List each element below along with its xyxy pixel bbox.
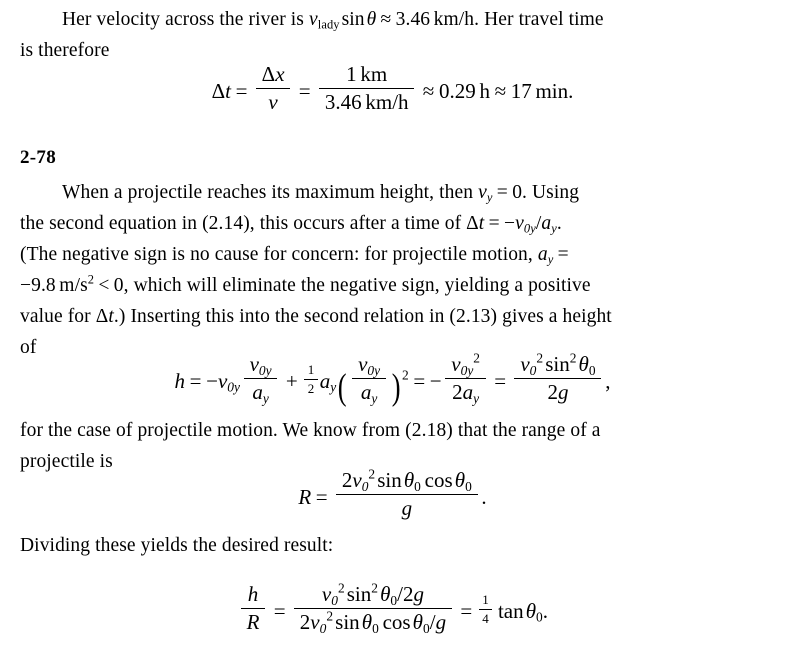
minutes-value: 17 <box>510 78 532 103</box>
fraction-ratio-big <box>294 582 452 635</box>
ratio-trailing-period: . <box>542 598 548 623</box>
range-line1: for the case of projectile motion. We know from (2.18) that the range of a <box>20 420 601 441</box>
gravity-minus: − <box>20 275 32 296</box>
ratio-num-v-sub: 0 <box>331 592 338 608</box>
speed-unit: km/h. <box>433 9 480 30</box>
close-paren: ) <box>391 365 401 407</box>
ratio-R: R <box>246 609 260 634</box>
plus-sign: + <box>285 368 298 393</box>
f4-den-g: g <box>557 379 569 404</box>
range-num-v: v <box>352 468 362 492</box>
line5-variable: t <box>108 306 114 327</box>
projectile-line5-pre: value for <box>20 306 91 327</box>
delta-symbol: Δ <box>211 78 226 103</box>
theta-symbol: θ <box>366 9 377 30</box>
f1-den-a: a <box>252 379 263 404</box>
velocity-denominator: v <box>268 89 278 114</box>
ratio-den-theta1-sub: 0 <box>372 620 379 636</box>
dt-v0y-subscript: 0y <box>523 221 536 236</box>
dt-minus: − <box>504 213 516 234</box>
line5-delta: Δ <box>95 306 109 327</box>
ratio-num-theta-sub: 0 <box>390 592 398 608</box>
quarter-numerator: 1 <box>479 592 493 609</box>
range-num-theta2: θ <box>454 468 466 492</box>
f1-num-v: v <box>249 352 259 376</box>
h-ay-symbol: a <box>319 368 331 393</box>
range-num-theta1: θ <box>403 468 415 492</box>
f3-num-v: v <box>451 352 461 376</box>
f4-num-v-exp: 2 <box>536 350 544 366</box>
ratio-equals-2: = <box>460 598 473 623</box>
range-num-two: 2 <box>341 468 353 492</box>
tan-theta: θ <box>525 598 537 623</box>
dt-slash: / <box>535 213 542 234</box>
river-line1-pre: Her velocity across the river is <box>62 9 304 30</box>
ratio-den-cos: cos <box>382 609 411 634</box>
f3-num-v-sub: 0y <box>460 362 474 378</box>
dt-variable: t <box>478 213 485 234</box>
height-trailing-comma: , <box>605 368 611 393</box>
projectile-line4-post: which will eliminate the negative sign, yielding a positive <box>133 275 591 296</box>
paragraph-projectile-line5 <box>20 301 770 332</box>
f4-num-sin: sin <box>545 352 570 376</box>
distance-unit: km <box>360 62 388 86</box>
river-line1-post: Her travel time <box>484 9 604 30</box>
fraction-range <box>336 468 478 521</box>
ay-subscript: y <box>547 252 554 267</box>
ratio-num-sin-exp: 2 <box>371 580 378 596</box>
range-num-theta2-sub: 0 <box>465 478 472 494</box>
fraction-v0-sin-squared-over-2g <box>514 352 601 405</box>
h-equals-2: = <box>413 368 426 393</box>
dt-equals: = <box>488 213 500 234</box>
f1-den-a-sub: y <box>262 390 269 406</box>
f4-num-v: v <box>520 352 530 376</box>
velocity-lady-subscript: lady <box>317 17 340 32</box>
dt-delta: Δ <box>466 213 479 234</box>
ratio-num-theta: θ <box>380 582 391 606</box>
equals-sign: = <box>235 78 248 103</box>
projectile-line2-pre: the second equation in (2.14), this occurs after a time of <box>20 213 462 234</box>
equation-maximum-height <box>0 352 785 405</box>
paragraph-river-velocity <box>20 4 770 35</box>
equation-range <box>0 468 785 521</box>
less-than-sign: < <box>98 275 110 296</box>
h-equals-1: = <box>189 368 202 393</box>
ratio-den-two: 2 <box>299 609 311 634</box>
distance-value: 1 <box>346 62 357 86</box>
ratio-equals-1: = <box>273 598 286 623</box>
f4-num-theta: θ <box>578 352 589 376</box>
ratio-den-v-exp: 2 <box>326 608 334 624</box>
fraction-v0y-over-ay-2 <box>352 352 386 405</box>
ratio-den-g: g <box>435 609 447 634</box>
dt-v0y-symbol: v <box>515 213 524 234</box>
range-den-g: g <box>401 495 413 520</box>
R-symbol: R <box>298 484 312 509</box>
dt-ay-subscript: y <box>551 221 557 236</box>
range-num-cos: cos <box>424 468 453 492</box>
river-line2: is therefore <box>20 40 110 61</box>
tan-label: tan <box>497 598 524 623</box>
paragraph-dividing <box>20 530 770 561</box>
fraction-delta-x-over-v <box>256 62 291 115</box>
fraction-v0y-over-ay-1 <box>244 352 278 405</box>
f3-den-a-sub: y <box>473 390 480 406</box>
h-v0y-symbol: v <box>217 368 228 393</box>
projectile-line3-pre: (The negative sign is no cause for concern: for projectile motion, <box>20 244 533 265</box>
h-equals-3: = <box>494 368 507 393</box>
ratio-num-v-exp: 2 <box>337 580 345 596</box>
paragraph-projectile-line1 <box>20 177 770 208</box>
ratio-den-sin: sin <box>335 609 360 634</box>
vy-symbol: v <box>478 182 487 203</box>
f3-den-two: 2 <box>452 379 463 404</box>
dividing-line: Dividing these yields the desired result: <box>20 535 334 556</box>
f4-den-two: 2 <box>547 379 558 404</box>
ratio-den-theta2-sub: 0 <box>423 620 430 636</box>
h-minus-2: − <box>429 368 442 393</box>
f3-den-a: a <box>462 379 474 404</box>
equation-travel-time <box>0 62 785 115</box>
approx-sign-1: ≈ <box>422 78 435 103</box>
range-trailing-period: . <box>481 484 487 509</box>
vy-subscript: y <box>486 190 493 205</box>
paragraph-range-line1 <box>20 415 770 446</box>
approx-sign: ≈ <box>380 9 392 30</box>
equation-height-to-range-ratio <box>0 582 785 635</box>
ay-symbol: a <box>537 244 548 265</box>
zero-value: 0, <box>113 275 129 296</box>
fraction-h-over-R <box>241 582 266 635</box>
f4-num-theta-sub: 0 <box>588 362 596 378</box>
R-equals: = <box>315 484 328 509</box>
projectile-line1-post: Using <box>532 182 580 203</box>
approx-sign-2: ≈ <box>494 78 507 103</box>
half-numerator: 1 <box>304 362 318 379</box>
projectile-line5-post: Inserting this into the second relation in (2.13) gives a height <box>130 306 612 327</box>
speed-denominator-value: 3.46 <box>324 89 362 114</box>
f2-den-a-sub: y <box>371 390 378 406</box>
ratio-num-g: g <box>413 582 424 606</box>
h-symbol: h <box>174 368 186 393</box>
range-num-theta1-sub: 0 <box>414 478 421 494</box>
f2-num-v: v <box>358 352 368 376</box>
quarter-denominator: 4 <box>482 610 489 626</box>
paragraph-projectile-line4 <box>20 270 770 301</box>
problem-number: 2-78 <box>20 147 57 168</box>
paren-exponent: 2 <box>402 367 409 383</box>
f1-num-v-sub: 0y <box>258 362 272 378</box>
projectile-line6: of <box>20 337 37 358</box>
fraction-v0y-squared-over-2ay <box>445 352 485 405</box>
ratio-den-slash: / <box>429 609 436 634</box>
range-num-v-exp: 2 <box>368 466 376 482</box>
ay-equals: = <box>557 244 569 265</box>
hours-value: 0.29 <box>438 78 476 103</box>
half-denominator: 2 <box>307 380 315 396</box>
gravity-unit: m/s <box>59 275 88 296</box>
h-v0y-subscript: 0y <box>227 379 240 395</box>
line5-close-paren: .) <box>113 306 126 327</box>
projectile-line1-pre: When a projectile reaches its maximum height, then <box>62 182 474 203</box>
open-paren: ( <box>337 365 347 407</box>
h-minus-1: − <box>206 368 218 393</box>
f2-den-a: a <box>360 379 372 404</box>
ratio-den-v: v <box>310 609 320 634</box>
ratio-num-two: 2 <box>402 582 414 606</box>
gravity-unit-exponent: 2 <box>87 272 95 287</box>
dt-ay-symbol: a <box>541 213 552 234</box>
minutes-unit: min. <box>535 78 574 103</box>
tan-theta-sub: 0 <box>536 609 543 625</box>
equals-sign-2: = <box>298 78 311 103</box>
ratio-num-slash: / <box>397 582 403 606</box>
range-num-v-sub: 0 <box>361 478 369 494</box>
f2-num-v-sub: 0y <box>367 362 381 378</box>
delta-x-delta: Δ <box>261 62 276 86</box>
ratio-num-v: v <box>321 582 332 606</box>
fraction-one-half <box>304 362 318 396</box>
f4-num-sin-exp: 2 <box>569 350 577 366</box>
speed-denominator-unit: km/h <box>365 89 409 114</box>
fraction-one-quarter <box>479 592 493 626</box>
ratio-den-theta2: θ <box>412 609 423 634</box>
fraction-distance-over-speed <box>319 62 414 115</box>
vy-value: 0. <box>512 182 528 203</box>
f3-num-v-exp: 2 <box>473 350 480 366</box>
ratio-den-theta1: θ <box>361 609 373 634</box>
ratio-den-v-sub: 0 <box>319 620 327 636</box>
ratio-h: h <box>241 582 266 609</box>
range-line2: projectile is <box>20 451 113 472</box>
gravity-value: 9.8 <box>31 275 56 296</box>
paragraph-projectile-line3 <box>20 239 770 270</box>
delta-x-var: x <box>275 62 285 86</box>
dt-period: . <box>556 213 562 234</box>
sin-label: sin <box>341 9 365 30</box>
range-num-sin: sin <box>377 468 402 492</box>
paragraph-projectile-line2 <box>20 208 770 239</box>
f4-num-v-sub: 0 <box>529 362 537 378</box>
vy-equals: = <box>496 182 508 203</box>
velocity-lady-symbol: v <box>308 9 318 30</box>
h-ay-subscript: y <box>330 379 337 395</box>
speed-value: 3.46 <box>395 9 431 30</box>
ratio-num-sin: sin <box>346 582 372 606</box>
time-variable: t <box>225 78 231 103</box>
hours-unit: h <box>479 78 490 103</box>
